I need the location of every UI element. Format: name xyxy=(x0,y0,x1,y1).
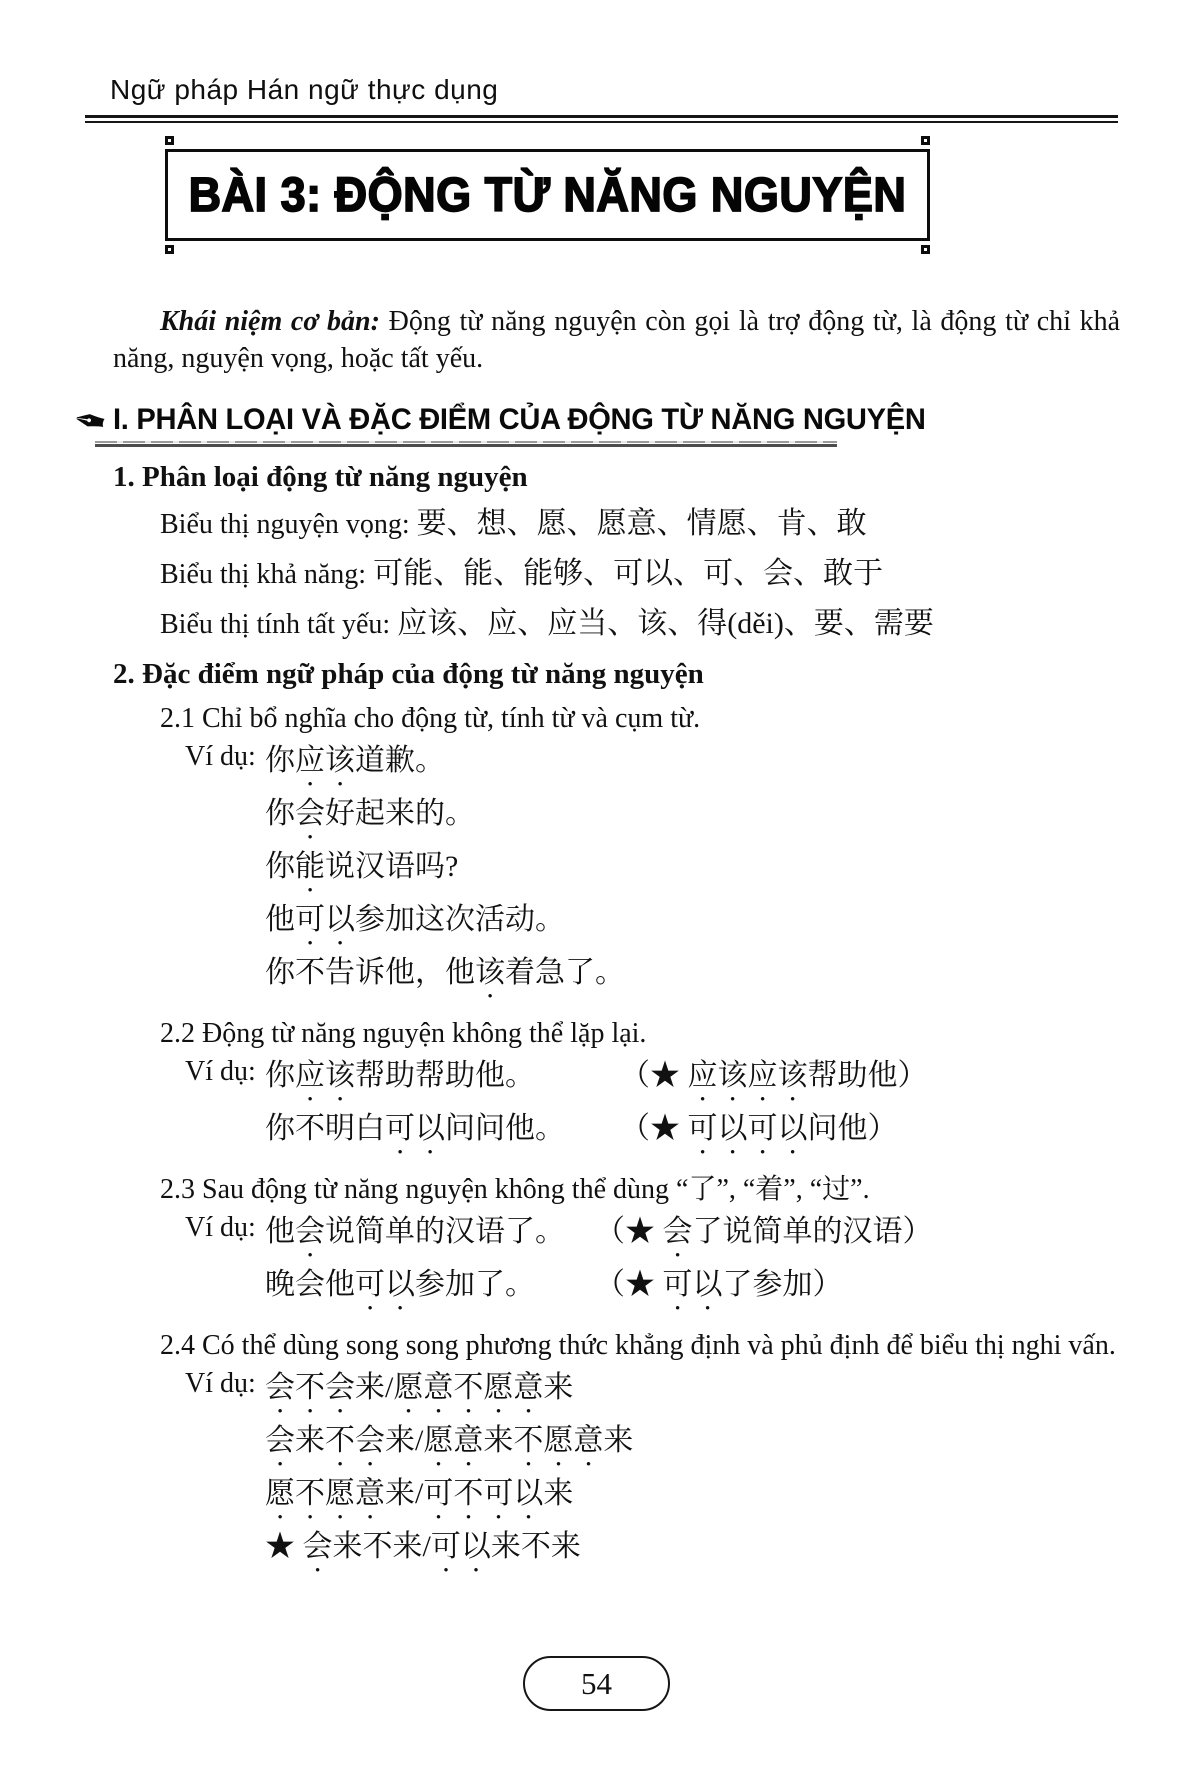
example-chinese: 晚会他可以参加了。 xyxy=(265,1268,535,1301)
example-row xyxy=(185,741,1120,794)
example-chinese: 他可以参加这次活动。 xyxy=(265,903,565,936)
category-words: 应该、应、应当、该、得(děi)、要、需要 xyxy=(397,607,934,640)
subsection-2-title: 2. Đặc điểm ngữ pháp của động từ năng nguyện xyxy=(113,658,704,690)
examples-2-1 xyxy=(113,741,1120,1006)
example-chinese: 你不明白可以问问他。 xyxy=(265,1112,565,1145)
example-row xyxy=(185,1421,1120,1474)
example-chinese: 会来不会来/愿意来不愿意来 xyxy=(265,1424,634,1457)
example-label: Ví dụ: xyxy=(185,1368,256,1399)
section-heading-block xyxy=(69,396,1120,448)
running-head: Ngữ pháp Hán ngữ thực dụng xyxy=(110,74,499,105)
section-heading-underline xyxy=(95,441,837,447)
subsection-1-title: 1. Phân loại động từ năng nguyện xyxy=(113,461,528,493)
section-heading: I. PHÂN LOẠI VÀ ĐẶC ĐIỂM CỦA ĐỘNG TỪ NĂNG NGUYỆN xyxy=(113,403,926,436)
page-number: 54 xyxy=(581,1665,612,1701)
intro-body: Động từ năng nguyện còn gọi là trợ động từ, là động từ chỉ khả năng, nguyện vọng, hoặc tất yếu. xyxy=(113,306,1121,374)
example-label: Ví dụ: xyxy=(185,741,256,772)
corner-ornament-top-right xyxy=(921,136,930,145)
example-wrong-form: （★ 可以可以问他） xyxy=(620,1112,898,1145)
example-label: Ví dụ: xyxy=(185,1056,256,1087)
example-chinese: 你会好起来的。 xyxy=(265,797,475,830)
point-2-1-title: 2.1 Chỉ bổ nghĩa cho động từ, tính từ và cụm từ. xyxy=(160,703,701,734)
example-row xyxy=(185,847,1120,900)
examples-2-4 xyxy=(113,1368,1120,1580)
examples-2-2 xyxy=(113,1056,1120,1162)
example-label: Ví dụ: xyxy=(185,1212,256,1243)
point-2-2-title: 2.2 Động từ năng nguyện không thể lặp lại. xyxy=(160,1018,647,1049)
example-row xyxy=(185,1109,1120,1162)
example-chinese: ★ 会来不来/可以来不来 xyxy=(265,1530,581,1563)
example-row xyxy=(185,1527,1120,1580)
examples-2-3 xyxy=(113,1212,1120,1318)
example-row xyxy=(185,794,1120,847)
category-label: Biểu thị tính tất yếu: xyxy=(160,609,398,640)
page-content xyxy=(69,303,1121,1580)
example-chinese: 会不会来/愿意不愿意来 xyxy=(265,1371,574,1404)
category-words: 可能、能、能够、可以、可、会、敢于 xyxy=(373,557,884,590)
category-label: Biểu thị nguyện vọng: xyxy=(160,509,417,540)
lesson-title-box xyxy=(165,149,930,241)
corner-ornament-bottom-left xyxy=(165,245,174,254)
example-wrong-form: （★ 应该应该帮助他） xyxy=(620,1059,928,1092)
page-number-badge xyxy=(523,1656,670,1711)
category-line xyxy=(160,604,1120,644)
example-row xyxy=(185,900,1120,953)
example-chinese: 愿不愿意来/可不可以来 xyxy=(265,1477,574,1510)
intro-paragraph xyxy=(113,303,1120,377)
point-2-3-title: 2.3 Sau động từ năng nguyện không thể dùng “了”, “着”, “过”. xyxy=(160,1174,870,1205)
example-chinese: 你能说汉语吗? xyxy=(265,850,459,883)
example-row xyxy=(185,1368,1120,1421)
category-words: 要、想、愿、愿意、情愿、肯、敢 xyxy=(416,507,867,540)
example-row xyxy=(185,1056,1120,1109)
point-2-4-title: 2.4 Có thể dùng song song phương thức khẳng định và phủ định để biểu thị nghi vấn. xyxy=(160,1330,1116,1361)
example-wrong-form: （★ 会了说简单的汉语） xyxy=(595,1215,933,1248)
pen-nib-icon: ✒ xyxy=(69,396,111,448)
example-chinese: 你不告诉他，他该着急了。 xyxy=(265,956,625,989)
example-chinese: 你应该帮助帮助他。 xyxy=(265,1059,535,1092)
category-line xyxy=(160,554,1120,594)
header-rule xyxy=(85,115,1118,123)
example-wrong-form: （★ 可以了参加） xyxy=(595,1268,843,1301)
category-line xyxy=(160,504,1120,544)
corner-ornament-bottom-right xyxy=(921,245,930,254)
example-row xyxy=(185,953,1120,1006)
example-row xyxy=(185,1212,1120,1265)
example-chinese: 你应该道歉。 xyxy=(265,744,445,777)
intro-lead: Khái niệm cơ bản: xyxy=(160,306,380,337)
example-row xyxy=(185,1265,1120,1318)
example-chinese: 他会说简单的汉语了。 xyxy=(265,1215,565,1248)
example-row xyxy=(185,1474,1120,1527)
lesson-title: BÀI 3: ĐỘNG TỪ NĂNG NGUYỆN xyxy=(188,166,907,222)
corner-ornament-top-left xyxy=(165,136,174,145)
category-label: Biểu thị khả năng: xyxy=(160,559,374,590)
